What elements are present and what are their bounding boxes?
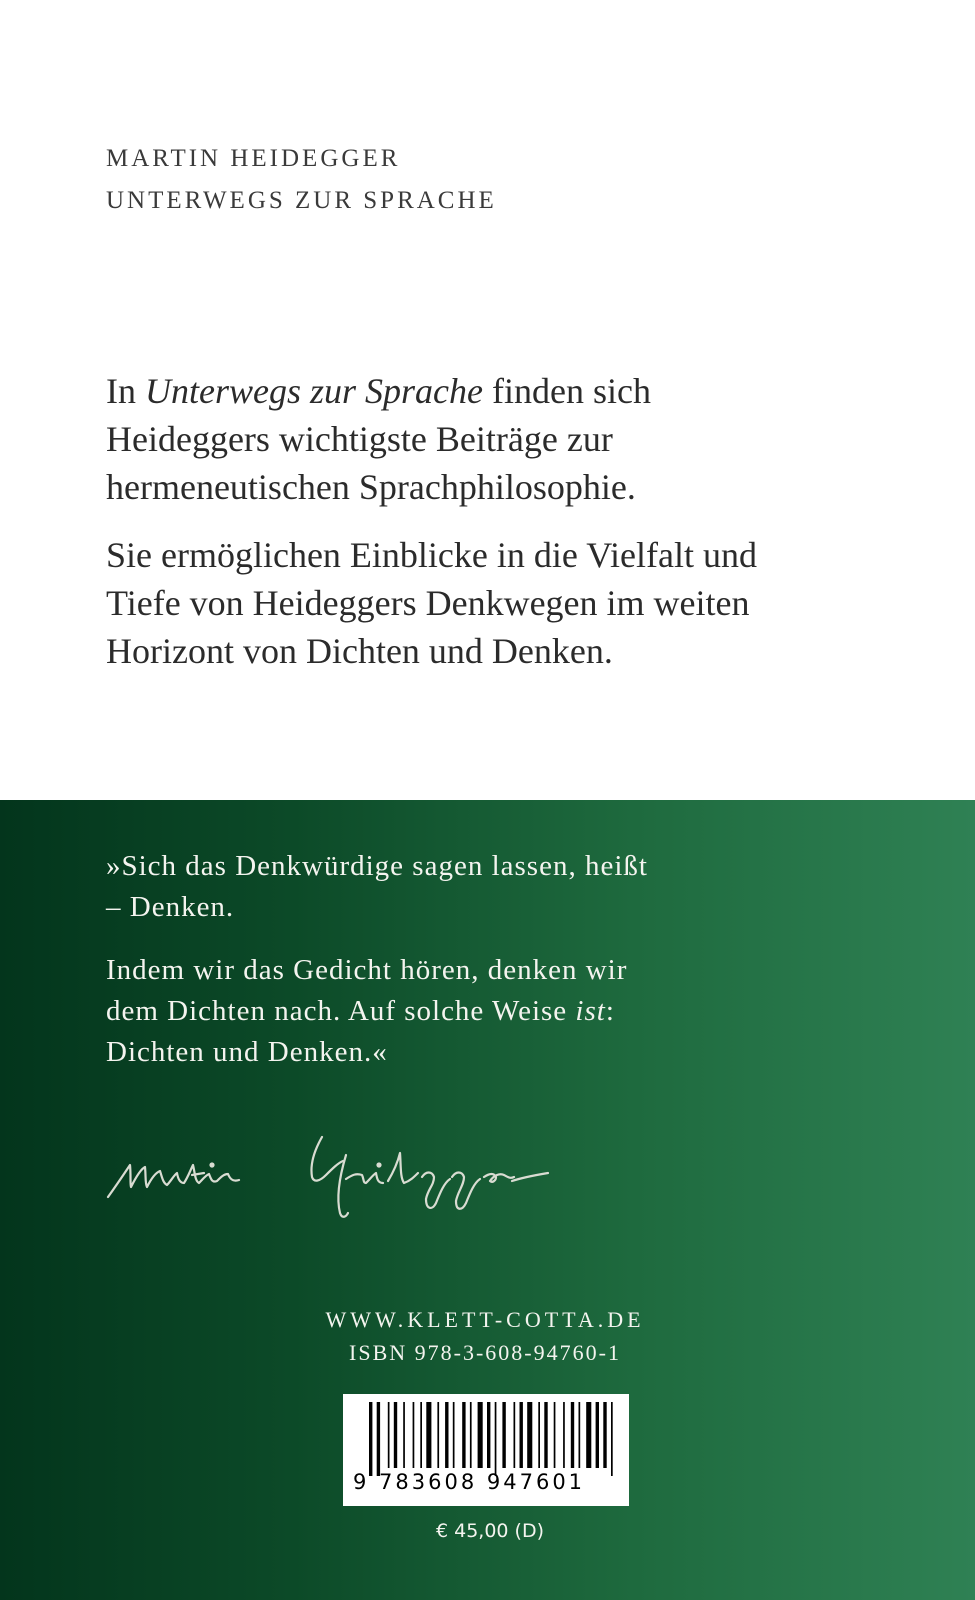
barcode: [343, 1394, 629, 1506]
barcode-bar: [502, 1402, 505, 1468]
barcode-bar: [377, 1402, 380, 1476]
barcode-bar: [563, 1402, 565, 1468]
barcode-bar: [487, 1402, 490, 1468]
barcode-bar: [495, 1402, 497, 1476]
barcode-bar: [527, 1402, 532, 1468]
barcode-bar: [611, 1402, 613, 1476]
barcode-bar: [462, 1402, 465, 1468]
price: € 45,00 (D): [435, 1520, 545, 1542]
barcode-bar: [413, 1402, 415, 1468]
blurb-title-italic: Unterwegs zur Sprache: [145, 371, 483, 411]
quote-paragraph-2: [106, 950, 666, 1073]
author-name: MARTIN HEIDEGGER: [106, 145, 401, 172]
barcode-bar: [596, 1402, 599, 1468]
isbn-text: ISBN 978-3-608-94760-1: [349, 1340, 621, 1365]
barcode-bar: [514, 1402, 516, 1468]
barcode-bar: [445, 1402, 448, 1468]
barcode-bar: [470, 1402, 472, 1468]
barcode-bar: [437, 1402, 439, 1468]
barcode-bar: [520, 1402, 523, 1468]
barcode-bar: [603, 1402, 606, 1468]
barcode-bar: [394, 1402, 397, 1468]
signature-image: [100, 1125, 570, 1235]
barcode-bar: [478, 1402, 483, 1468]
quote-italic: ist: [575, 995, 606, 1027]
barcode-bar: [554, 1402, 556, 1468]
cover-bottom-section: [0, 800, 975, 1600]
blurb-text: finden sich Heideggers wichtigste Beiträge zur hermeneutischen Sprachphilosophie.: [106, 371, 651, 507]
blurb-paragraph-1: [106, 367, 806, 511]
blurb-text: In: [106, 371, 145, 411]
barcode-bar: [586, 1402, 591, 1468]
barcode-bar: [388, 1402, 390, 1468]
barcode-bar: [369, 1402, 372, 1476]
blurb: [106, 367, 806, 695]
barcode-bar: [579, 1402, 581, 1468]
barcode-bar: [420, 1402, 422, 1468]
publisher-url: WWW.KLETT-COTTA.DE: [325, 1307, 645, 1332]
quote-paragraph-1: »Sich das Denkwürdige sagen lassen, heißt – Denken.: [106, 850, 648, 923]
book-title: UNTERWEGS ZUR SPRACHE: [106, 187, 497, 214]
barcode-bar: [426, 1402, 431, 1468]
barcode-bar: [571, 1402, 574, 1468]
barcode-digits: 9 783608 947601: [353, 1470, 586, 1494]
barcode-bar: [403, 1402, 405, 1468]
header: [106, 138, 497, 222]
quote: [106, 846, 666, 1095]
quote-text: : Dichten und Denken.«: [106, 995, 615, 1068]
barcode-bar: [538, 1402, 540, 1468]
barcode-bar: [544, 1402, 547, 1468]
blurb-paragraph-2: Sie ermöglichen Einblicke in die Vielfalt und Tiefe von Heideggers Denkwegen im weiten Horizont von Dichten und Denken.: [106, 535, 758, 671]
quote-text: Indem wir das Gedicht hören, denken wir dem Dichten nach. Auf solche Weise: [106, 954, 628, 1027]
barcode-bar: [453, 1402, 455, 1468]
